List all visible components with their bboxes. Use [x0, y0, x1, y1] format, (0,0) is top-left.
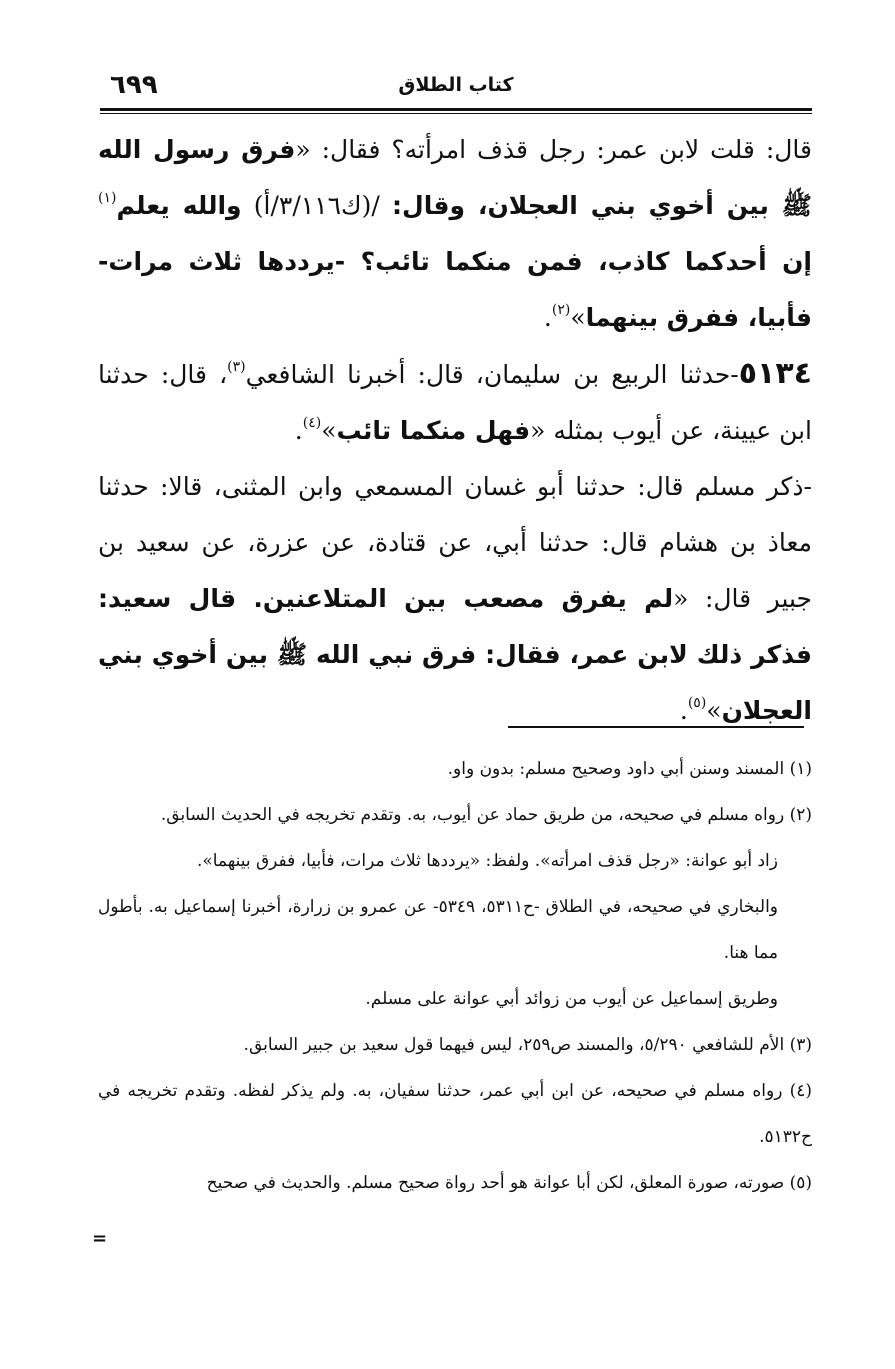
paragraph-2 [98, 346, 812, 459]
hadith-number: ٥١٣٤ [738, 356, 812, 391]
page-number: ٦٩٩ [110, 70, 158, 100]
footnote-ref-1[interactable]: (١) [98, 190, 117, 206]
period: . [679, 696, 688, 725]
text: قال: قلت لابن عمر: رجل قذف امرأته؟ فقال: « [295, 135, 812, 164]
footnote-separator [508, 726, 804, 728]
footnote-ref-4[interactable]: (٤) [302, 415, 322, 431]
footnote-2-continuation: والبخاري في صحيحه، في الطلاق -ح٥٣١١، ٥٣٤٩- عن عمرو بن زرارة، أخبرنا إسماعيل به. بأطول مما هنا. [98, 897, 779, 963]
text: ، قال: حدثنا ابن عيينة، عن أيوب بمثله « [98, 360, 812, 445]
period: . [294, 416, 303, 445]
footnote-ref-5[interactable]: (٥) [687, 695, 707, 711]
paragraph-1 [98, 122, 812, 346]
hadith-text: والله يعلم [116, 191, 242, 220]
footnotes [98, 746, 812, 1206]
main-text [98, 122, 812, 739]
quote-close: » [706, 696, 722, 725]
hadith-text: فرق رسول الله ﷺ بين أخوي بني العجلان، وقال: [98, 135, 812, 220]
period: . [543, 303, 552, 332]
hadith-text: فهل منكما تائب [336, 416, 531, 445]
manuscript-ref: /(ك٣/١١٦/أ) [241, 191, 393, 220]
hadith-text: إن أحدكما كاذب، فمن منكما تائب؟ -يرددها ثلاث مرات- فأبيا، ففرق بينهما [98, 247, 812, 332]
running-title: كتاب الطلاق [398, 74, 514, 96]
footnote-2-continuation: وطريق إسماعيل عن أيوب من زوائد أبي عوانة على مسلم. [365, 989, 778, 1009]
footnote-ref-2[interactable]: (٢) [551, 302, 571, 318]
paragraph-3 [98, 459, 812, 739]
text: -حدثنا الربيع بن سليمان، قال: أخبرنا الشافعي [245, 360, 739, 389]
footnote-ref-3[interactable]: (٣) [227, 359, 246, 375]
footnote-3: (٣) الأم للشافعي ٥/٢٩٠، والمسند ص٢٥٩، ليس فيهما قول سعيد بن جبير السابق. [243, 1035, 812, 1055]
footnote-1: (١) المسند وسنن أبي داود وصحيح مسلم: بدون واو. [447, 759, 812, 779]
footnote-2-continuation: زاد أبو عوانة: «رجل قذف امرأته». ولفظ: «يرددها ثلاث مرات، فأبيا، ففرق بينهما». [196, 851, 778, 871]
footnote-2: (٢) رواه مسلم في صحيحه، من طريق حماد عن أيوب، به. وتقدم تخريجه في الحديث السابق. [160, 805, 812, 825]
quote-close: » [321, 416, 337, 445]
header-rule [100, 108, 812, 114]
quote-close: » [570, 303, 586, 332]
hadith-text: لم يفرق مصعب بين المتلاعنين. قال سعيد: فذكر ذلك لابن عمر، فقال: فرق نبي الله ﷺ بين أخوي بني العجلان [98, 584, 812, 725]
continuation-mark: = [92, 1228, 108, 1249]
page-header [100, 68, 812, 106]
footnote-4: (٤) رواه مسلم في صحيحه، عن ابن أبي عمر، حدثنا سفيان، به. ولم يذكر لفظه. وتقدم تخريجه في ح٥١٣٢. [98, 1081, 812, 1147]
text: -ذكر مسلم قال: حدثنا أبو غسان المسمعي وابن المثنى، قالا: حدثنا معاذ بن هشام قال: حدثنا أبي، عن قتادة، عن عزرة، عن سعيد بن جبير قال: « [98, 472, 813, 613]
footnote-5: (٥) صورته، صورة المعلق، لكن أبا عوانة هو أحد رواة صحيح مسلم. والحديث في صحيح [206, 1173, 812, 1193]
